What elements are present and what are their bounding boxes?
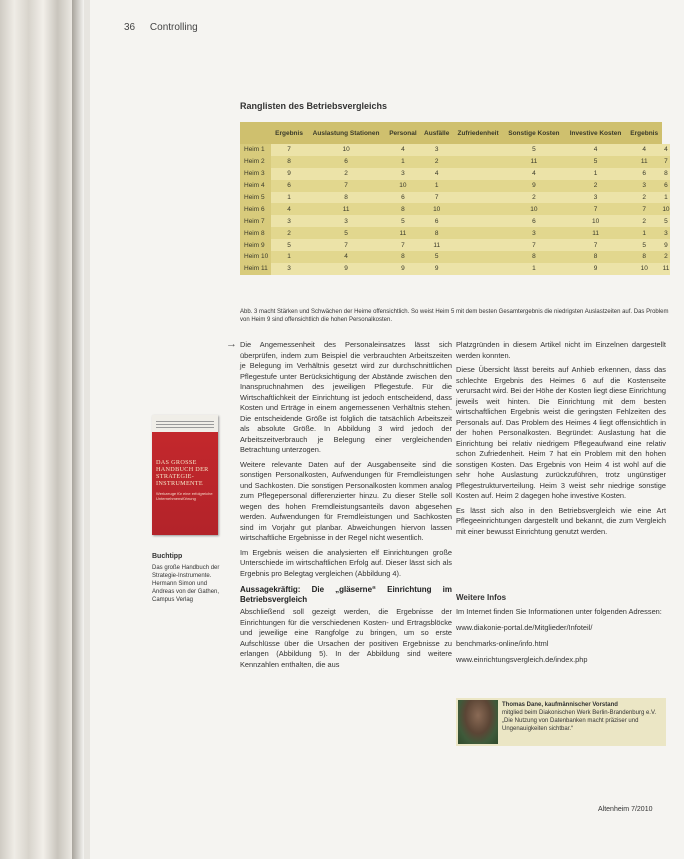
table-cell: 10 (385, 180, 420, 192)
info-link[interactable]: www.diakonie-portal.de/Mitglieder/Infoteil/ (456, 623, 593, 632)
text-column-left (240, 340, 452, 674)
table-cell: 2 (420, 156, 453, 168)
table-cell: 6 (627, 168, 662, 180)
page-number: 36 (124, 22, 136, 33)
book-subtitle: Werkzeuge für eine erfolgreiche Unternehmensführung (156, 491, 213, 501)
table-cell: 9 (503, 180, 564, 192)
table-cell: 1 (271, 251, 306, 263)
further-info-box (456, 592, 666, 670)
book-page-edges (0, 0, 72, 859)
row-label: Heim 9 (240, 239, 271, 251)
table-cell: 10 (420, 203, 453, 215)
table-row (240, 192, 670, 204)
book-title: DAS GROSSE HANDBUCH DER STRATEGIE-INSTRUMENTE (156, 459, 209, 487)
info-link[interactable]: www.einrichtungsvergleich.de/index.php (456, 655, 588, 664)
row-label: Heim 2 (240, 156, 271, 168)
table-cell: 4 (662, 144, 670, 156)
table-cell: 1 (385, 156, 420, 168)
table-cell: 9 (420, 263, 453, 275)
table-cell: 7 (662, 156, 670, 168)
paragraph: Es lässt sich also in den Betriebsvergleich wie eine Art Pflegeeinrichtungen dargestellt und bekannt, die zum Vergleich mit einer bewusst Einrichtung genutzt werden. (456, 505, 666, 536)
table-cell: 8 (385, 251, 420, 263)
row-label: Heim 3 (240, 168, 271, 180)
table-cell: 3 (565, 192, 627, 204)
table-cell: 7 (307, 239, 386, 251)
table-cell: 2 (627, 192, 662, 204)
table-cell (453, 144, 503, 156)
table-cell: 4 (627, 144, 662, 156)
author-quote: „Die Nutzung von Datenbanken macht präziser und Ungenauigkeiten sichtbar.“ (502, 718, 639, 732)
table-cell: 8 (307, 192, 386, 204)
table-row (240, 144, 670, 156)
table-cell: 5 (503, 144, 564, 156)
table-cell: 11 (627, 156, 662, 168)
table-cell: 8 (662, 168, 670, 180)
table-cell (453, 192, 503, 204)
book-tip-heading: Buchtipp (152, 553, 183, 560)
table-cell: 5 (420, 251, 453, 263)
table-cell: 6 (385, 192, 420, 204)
table-header-cell: Personal (385, 122, 420, 144)
table-cell: 2 (627, 215, 662, 227)
table-cell: 7 (627, 203, 662, 215)
table-cell: 3 (307, 215, 386, 227)
table-cell: 6 (271, 180, 306, 192)
table-cell: 3 (420, 144, 453, 156)
table-row (240, 227, 670, 239)
paragraph: Im Ergebnis weisen die analysierten elf Einrichtungen große Unterschiede im wirtschaftlichen Erfolg auf. Dieser lässt sich als Ergebnis pro Belegtag vergleichen (Abbildung 4). (240, 547, 452, 578)
section-heading: Aussagekräftig: Die „gläserne“ Einrichtung im Betriebsvergleich (240, 585, 452, 604)
table-row (240, 168, 670, 180)
author-desc: mitglied beim Diakonischen Werk Berlin-Brandenburg e.V. (502, 710, 657, 716)
table-cell: 3 (271, 215, 306, 227)
table-cell: 4 (565, 144, 627, 156)
table-cell: 8 (565, 251, 627, 263)
table-cell: 8 (420, 227, 453, 239)
table-cell: 7 (385, 239, 420, 251)
table-header-cell (240, 122, 271, 144)
table-cell: 10 (503, 203, 564, 215)
table-cell: 5 (565, 156, 627, 168)
table-cell: 1 (565, 168, 627, 180)
table-cell: 7 (503, 239, 564, 251)
table-cell: 11 (565, 227, 627, 239)
table-row (240, 215, 670, 227)
table-cell: 9 (307, 263, 386, 275)
table-cell (453, 203, 503, 215)
table-cell: 5 (271, 239, 306, 251)
page-header (124, 22, 198, 33)
row-label: Heim 5 (240, 192, 271, 204)
table-row (240, 156, 670, 168)
table-cell: 9 (271, 168, 306, 180)
table-cell: 6 (503, 215, 564, 227)
table-cell: 11 (385, 227, 420, 239)
section-title: Controlling (149, 22, 198, 33)
text-column-right (456, 340, 666, 541)
table-cell: 8 (271, 156, 306, 168)
page-gutter (84, 0, 90, 859)
table-cell: 3 (627, 180, 662, 192)
author-photo (458, 700, 498, 744)
paragraph: Diese Übersicht lässt bereits auf Anhieb erkennen, dass das schlechte Ergebnis des Heimes 6 auf die Kostenseite verursacht wird. Bei der Höhe der Kosten liegt diese Einrichtung jeweils weit hinten. Die Einrichtung mit dem besten wirtschaftlichen Ergebnis weist die geringsten Fehlzeiten des Personals auf. Das Problem des Heimes 4 liegt offensichtlich in der hohen Personalkosten. Begründet: Auslastung hat die Einrichtung bei relativ niedrigem Pflegeaufwand eine relativ schon Zufriedenheit. Heim 7 hat ein Problem mit den hohen sonstigen Kosten. Das Ergebnis von Heim 4 ist wohl auf die sehr hohe Auslastung zurückzuführen, trotz ungünstiger Pflegestrukturverteilung. Heim 3 weist sehr niedrige sonstige Kosten auf. Heim 2 dagegen hohe investive Kosten. (456, 365, 666, 500)
table-cell (453, 156, 503, 168)
table-cell: 1 (420, 180, 453, 192)
table-cell: 11 (503, 156, 564, 168)
table-cell: 5 (307, 227, 386, 239)
table-row (240, 203, 670, 215)
info-link[interactable]: benchmarks-online/info.html (456, 639, 549, 648)
table-title: Ranglisten des Betriebsvergleichs (240, 101, 388, 111)
row-label: Heim 11 (240, 263, 271, 275)
table-row (240, 239, 670, 251)
table-cell: 8 (627, 251, 662, 263)
table-header-cell: Auslastung Stationen (307, 122, 386, 144)
arrow-icon: → (226, 338, 237, 350)
table-cell: 10 (627, 263, 662, 275)
table-cell: 3 (503, 227, 564, 239)
table-cell: 11 (662, 263, 670, 275)
row-label: Heim 4 (240, 180, 271, 192)
table-header-cell: Sonstige Kosten (503, 122, 564, 144)
table-cell: 8 (385, 203, 420, 215)
book-tip-text: Das große Handbuch der Strategie-Instrumente. Hermann Simon und Andreas von der Gathen, Campus Verlag (152, 565, 220, 603)
table-row (240, 251, 670, 263)
figure-caption: Abb. 3 macht Stärken und Schwächen der Heime offensichtlich. So weist Heim 5 mit dem besten Gesamtergebnis die niedrigsten Auslastzeiten auf. Das Problem von Heim 9 sind offensichtlich die hohen Personalkosten. (240, 309, 669, 323)
table-cell (453, 251, 503, 263)
page-shadow (72, 0, 84, 859)
table-cell: 2 (503, 192, 564, 204)
table-cell: 4 (307, 251, 386, 263)
table-cell: 1 (503, 263, 564, 275)
table-cell: 10 (565, 215, 627, 227)
table-cell: 5 (662, 215, 670, 227)
table-cell (453, 227, 503, 239)
table-cell: 2 (662, 251, 670, 263)
table-cell: 11 (420, 239, 453, 251)
table-cell (453, 168, 503, 180)
table-cell: 6 (307, 156, 386, 168)
author-name: Thomas Dane, kaufmännischer Vorstand (502, 702, 618, 708)
table-header-cell: Ergebnis (627, 122, 662, 144)
table-cell: 9 (662, 239, 670, 251)
table-cell: 4 (271, 203, 306, 215)
table-cell: 3 (662, 227, 670, 239)
table-cell: 8 (503, 251, 564, 263)
table-cell: 10 (662, 203, 670, 215)
table-cell: 1 (271, 192, 306, 204)
table-row (240, 263, 670, 275)
row-label: Heim 8 (240, 227, 271, 239)
table-cell: 3 (271, 263, 306, 275)
ranking-table (240, 122, 670, 275)
row-label: Heim 10 (240, 251, 271, 263)
row-label: Heim 6 (240, 203, 271, 215)
table-cell: 7 (307, 180, 386, 192)
table-cell: 5 (385, 215, 420, 227)
book-tip (152, 553, 220, 604)
paragraph: Platzgründen in diesem Artikel nicht im Einzelnen dargestellt werden konnten. (456, 340, 666, 360)
info-intro: Im Internet finden Sie Informationen unter folgenden Adressen: (456, 607, 662, 616)
table-cell (453, 180, 503, 192)
table-header-cell: Ausfälle (420, 122, 453, 144)
book-cover-image (152, 415, 218, 535)
table-cell: 5 (627, 239, 662, 251)
table-row (240, 180, 670, 192)
table-cell: 10 (307, 144, 386, 156)
table-cell: 7 (565, 203, 627, 215)
table-cell: 4 (385, 144, 420, 156)
table-cell: 9 (385, 263, 420, 275)
table-cell: 6 (420, 215, 453, 227)
table-cell: 7 (420, 192, 453, 204)
table-cell: 7 (271, 144, 306, 156)
table-cell (453, 239, 503, 251)
table-cell: 2 (307, 168, 386, 180)
table-cell: 4 (503, 168, 564, 180)
table-cell: 11 (307, 203, 386, 215)
row-label: Heim 1 (240, 144, 271, 156)
paragraph: Abschließend soll gezeigt werden, die Ergebnisse der Einrichtungen für die verschiedenen Kosten- und Ertragsblöcke und jeweilige eine Rangfolge zu bringen, um so erste Aufschlüsse über die Ursachen der positiven Ergebnisse zu erlangen (Abbildung 5). In der Abbildung sind weitere Kennzahlen enthalten, die aus (240, 607, 452, 669)
table-cell: 4 (420, 168, 453, 180)
table-header-cell: Ergebnis (271, 122, 306, 144)
table-cell: 3 (385, 168, 420, 180)
table-cell: 9 (565, 263, 627, 275)
row-label: Heim 7 (240, 215, 271, 227)
page-footer: Altenheim 7/2010 (598, 806, 653, 813)
info-heading: Weitere Infos (456, 593, 507, 602)
table-cell (453, 215, 503, 227)
paragraph: Die Angemessenheit des Personaleinsatzes lässt sich überprüfen, indem zum Beispiel die verbrauchten Arbeitszeiten je Belegung im Verhältnis gesetzt wird zur durchschnittlichen Pflegestufe unter Berücksichtigung der Abstände zwischen den Inanspruchnahmen des jeweiligen Pflegestufe. Für die Wirtschaftlichkeit der Einrichtung ist jedoch entscheidend, dass Kosten und Erträge in einem angemessenen Verhältnis stehen. Die entscheidende Größe ist folglich die tatsächlich Arbeitszeit als absolute Größe. In Abbildung 3 wird jedoch der Arbeitszeitverbrauch je Belegung einer vergleichenden Betrachtung unterzogen. (240, 340, 452, 454)
table-header-cell: Zufriedenheit (453, 122, 503, 144)
paragraph: Weitere relevante Daten auf der Ausgabenseite sind die sonstigen Personalkosten, Aufwendungen für Fremdleistungen und Sachkosten. Die sonstigen Personalkosten kommen analog zum Pflegepersonal differenzierter hinzu. Zu dieser Stelle soll wegen des hohen Fremdleistungsanteils davon abgesehen werden. Aufwendungen für Fremdleistungen und Sachkosten sind im Vorjahr gut planbar. Abweichungen hiervon lassen wirtschaftliche Ergebnisse in der Regel nicht wesentlich. (240, 459, 452, 542)
table-cell: 1 (627, 227, 662, 239)
table-cell: 2 (565, 180, 627, 192)
table-cell: 6 (662, 180, 670, 192)
author-box (456, 698, 666, 746)
table-cell (453, 263, 503, 275)
table-cell: 7 (565, 239, 627, 251)
table-cell: 2 (271, 227, 306, 239)
table-header-cell: Investive Kosten (565, 122, 627, 144)
table-cell: 1 (662, 192, 670, 204)
